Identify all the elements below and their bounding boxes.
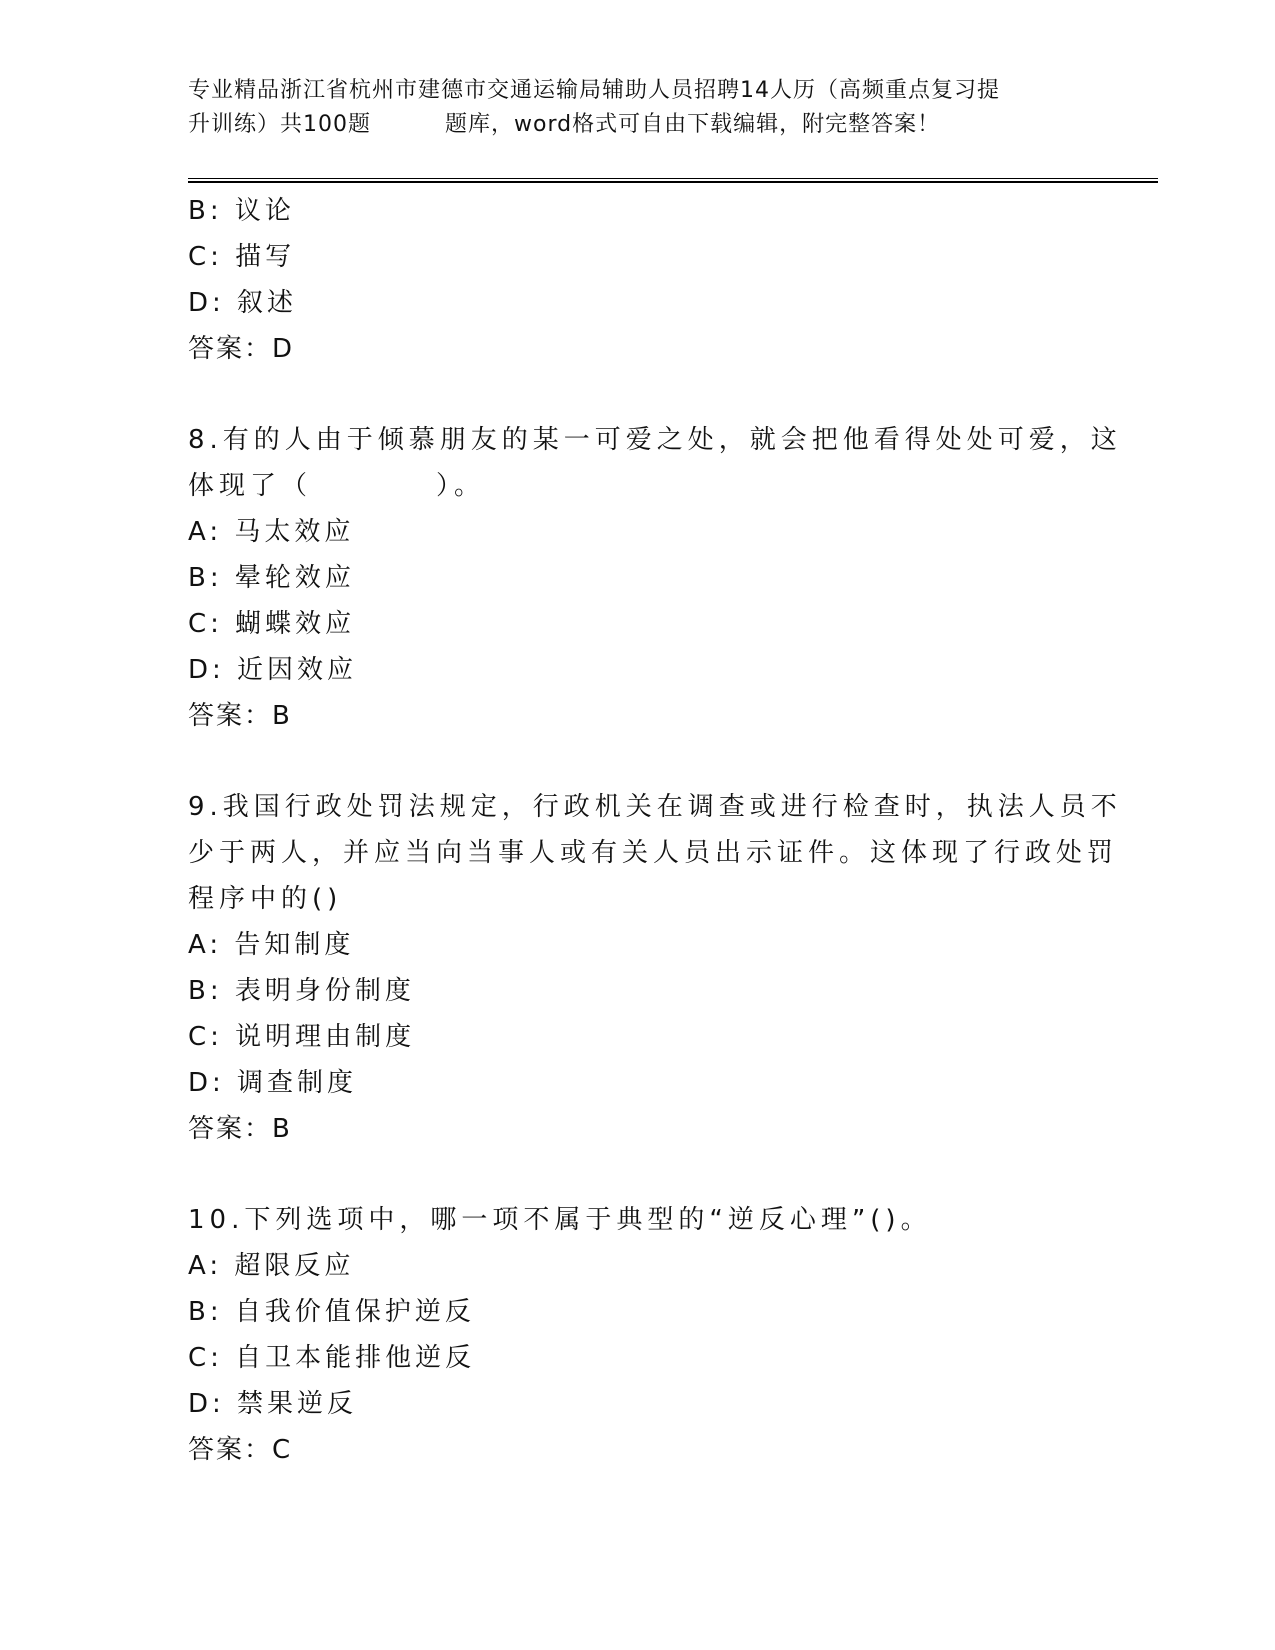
q7-option-b: B: 议论	[188, 196, 295, 226]
q9-text-line1: 9.我国行政处罚法规定，行政机关在调查或进行检查时，执法人员不	[188, 792, 1122, 822]
question-8	[188, 417, 1122, 739]
q10-answer: 答案：C	[188, 1435, 293, 1465]
q8-option-c: C: 蝴蝶效应	[188, 609, 356, 639]
q10-text-line1: 10.下列选项中，哪一项不属于典型的“逆反心理”()。	[188, 1205, 932, 1235]
q7-option-d: D: 叙述	[188, 288, 298, 318]
q8-answer: 答案：B	[188, 701, 292, 731]
q9-text-line2: 少于两人，并应当向当事人或有关人员出示证件。这体现了行政处罚	[188, 838, 1119, 868]
q9-answer: 答案：B	[188, 1114, 292, 1144]
header-title-line1: 专业精品浙江省杭州市建德市交通运输局辅助人员招聘14人历（高频重点复习提	[188, 78, 1000, 103]
q8-option-d: D: 近因效应	[188, 655, 358, 685]
q8-text-line1: 8.有的人由于倾慕朋友的某一可爱之处，就会把他看得处处可爱，这	[188, 425, 1122, 455]
page-header	[188, 74, 1088, 142]
q10-option-d: D: 禁果逆反	[188, 1389, 358, 1419]
q9-option-a: A: 告知制度	[188, 930, 355, 960]
header-rule-thick	[188, 181, 1158, 183]
question-7-tail	[188, 188, 1088, 372]
q10-option-c: C: 自卫本能排他逆反	[188, 1343, 476, 1373]
block-spacer	[188, 739, 1088, 784]
block-spacer	[188, 1152, 1088, 1197]
question-list	[188, 188, 1122, 1473]
q7-answer: 答案：D	[188, 334, 295, 364]
q8-option-b: B: 晕轮效应	[188, 563, 355, 593]
question-9	[188, 784, 1122, 1152]
q9-option-c: C: 说明理由制度	[188, 1022, 416, 1052]
q9-option-d: D: 调查制度	[188, 1068, 358, 1098]
header-title-line2	[188, 108, 1088, 142]
q9-text-line3: 程序中的()	[188, 884, 343, 914]
q7-option-c: C: 描写	[188, 242, 296, 272]
q9-option-b: B: 表明身份制度	[188, 976, 415, 1006]
header-title-line2-a: 升训练）共100题	[188, 112, 371, 137]
q10-option-b: B: 自我价值保护逆反	[188, 1297, 475, 1327]
block-spacer	[188, 372, 1088, 417]
q10-option-a: A: 超限反应	[188, 1251, 355, 1281]
header-title-line2-b: 题库，word格式可自由下载编辑，附完整答案！	[445, 112, 941, 137]
q8-option-a: A: 马太效应	[188, 517, 355, 547]
header-rule-thin	[188, 178, 1158, 179]
q8-text-line2: 体现了（ ）。	[188, 471, 486, 501]
question-10	[188, 1197, 1088, 1473]
